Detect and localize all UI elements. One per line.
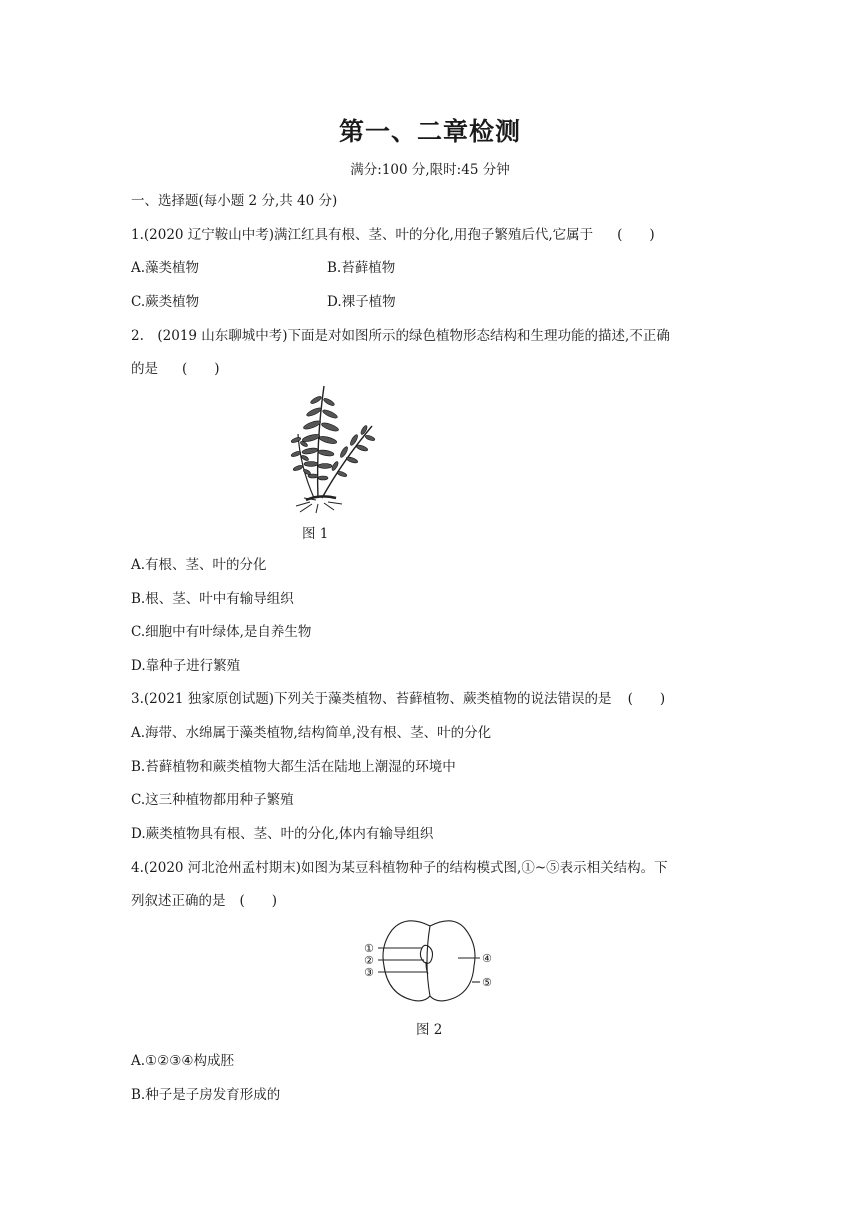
question-2-option-b: B.根、茎、叶中有输导组织	[131, 591, 294, 607]
question-2-stem-line2	[131, 360, 220, 378]
question-2-text: 的是	[131, 361, 158, 377]
question-4-stem-line1: 4.(2020 河北沧州孟村期末)如图为某豆科植物种子的结构模式图,①~⑤表示相关结构。下	[131, 860, 668, 876]
question-1-option-b: B.苔藓植物	[327, 260, 396, 276]
seed-structure-diagram	[362, 916, 498, 1010]
question-2-option-d: D.靠种子进行繁殖	[131, 658, 241, 674]
question-2-option-c: C.细胞中有叶绿体,是自养生物	[131, 624, 312, 640]
score-time-info: 满分:100 分,限时:45 分钟	[350, 162, 510, 178]
seed-label-2: ②	[364, 954, 374, 967]
question-3-text: 3.(2021 独家原创试题)下列关于藻类植物、苔藓植物、蕨类植物的说法错误的是	[131, 691, 612, 707]
question-3-stem	[131, 690, 665, 708]
answer-bracket: ( )	[617, 227, 655, 243]
seed-label-5: ⑤	[482, 976, 492, 989]
question-1-option-c: C.蕨类植物	[131, 294, 200, 310]
figure-1-caption: 图 1	[302, 526, 329, 542]
seed-label-4: ④	[482, 952, 492, 965]
question-4-stem-line2	[131, 892, 277, 910]
question-3-option-c: C.这三种植物都用种子繁殖	[131, 792, 294, 808]
question-4-option-a: A.①②③④构成胚	[131, 1053, 234, 1069]
question-3-option-a: A.海带、水绵属于藻类植物,结构简单,没有根、茎、叶的分化	[131, 725, 492, 741]
question-1-text: 1.(2020 辽宁鞍山中考)满江红具有根、茎、叶的分化,用孢子繁殖后代,它属于	[131, 227, 594, 243]
seed-label-3: ③	[364, 966, 374, 979]
figure-2-caption: 图 2	[416, 1022, 443, 1038]
question-2-option-a: A.有根、茎、叶的分化	[131, 557, 267, 573]
question-2-stem-line1: 2. (2019 山东聊城中考)下面是对如图所示的绿色植物形态结构和生理功能的描述,不正确	[131, 328, 670, 344]
question-4-text: 列叙述正确的是	[131, 893, 226, 909]
answer-bracket: ( )	[182, 361, 220, 377]
question-1-stem	[131, 226, 655, 244]
question-4-option-b: B.种子是子房发育形成的	[131, 1087, 281, 1103]
question-1-option-a: A.藻类植物	[131, 260, 200, 276]
answer-bracket: ( )	[627, 691, 666, 707]
question-1-option-d: D.裸子植物	[327, 294, 396, 310]
question-3-option-b: B.苔藓植物和蕨类植物大都生活在陆地上潮湿的环境中	[131, 759, 456, 775]
page-title: 第一、二章检测	[338, 117, 521, 146]
answer-bracket: ( )	[239, 893, 278, 909]
section-heading: 一、选择题(每小题 2 分,共 40 分)	[131, 193, 338, 209]
seed-label-1: ①	[364, 942, 374, 955]
question-3-option-d: D.蕨类植物具有根、茎、叶的分化,体内有输导组织	[131, 826, 434, 842]
fern-illustration	[290, 382, 380, 518]
